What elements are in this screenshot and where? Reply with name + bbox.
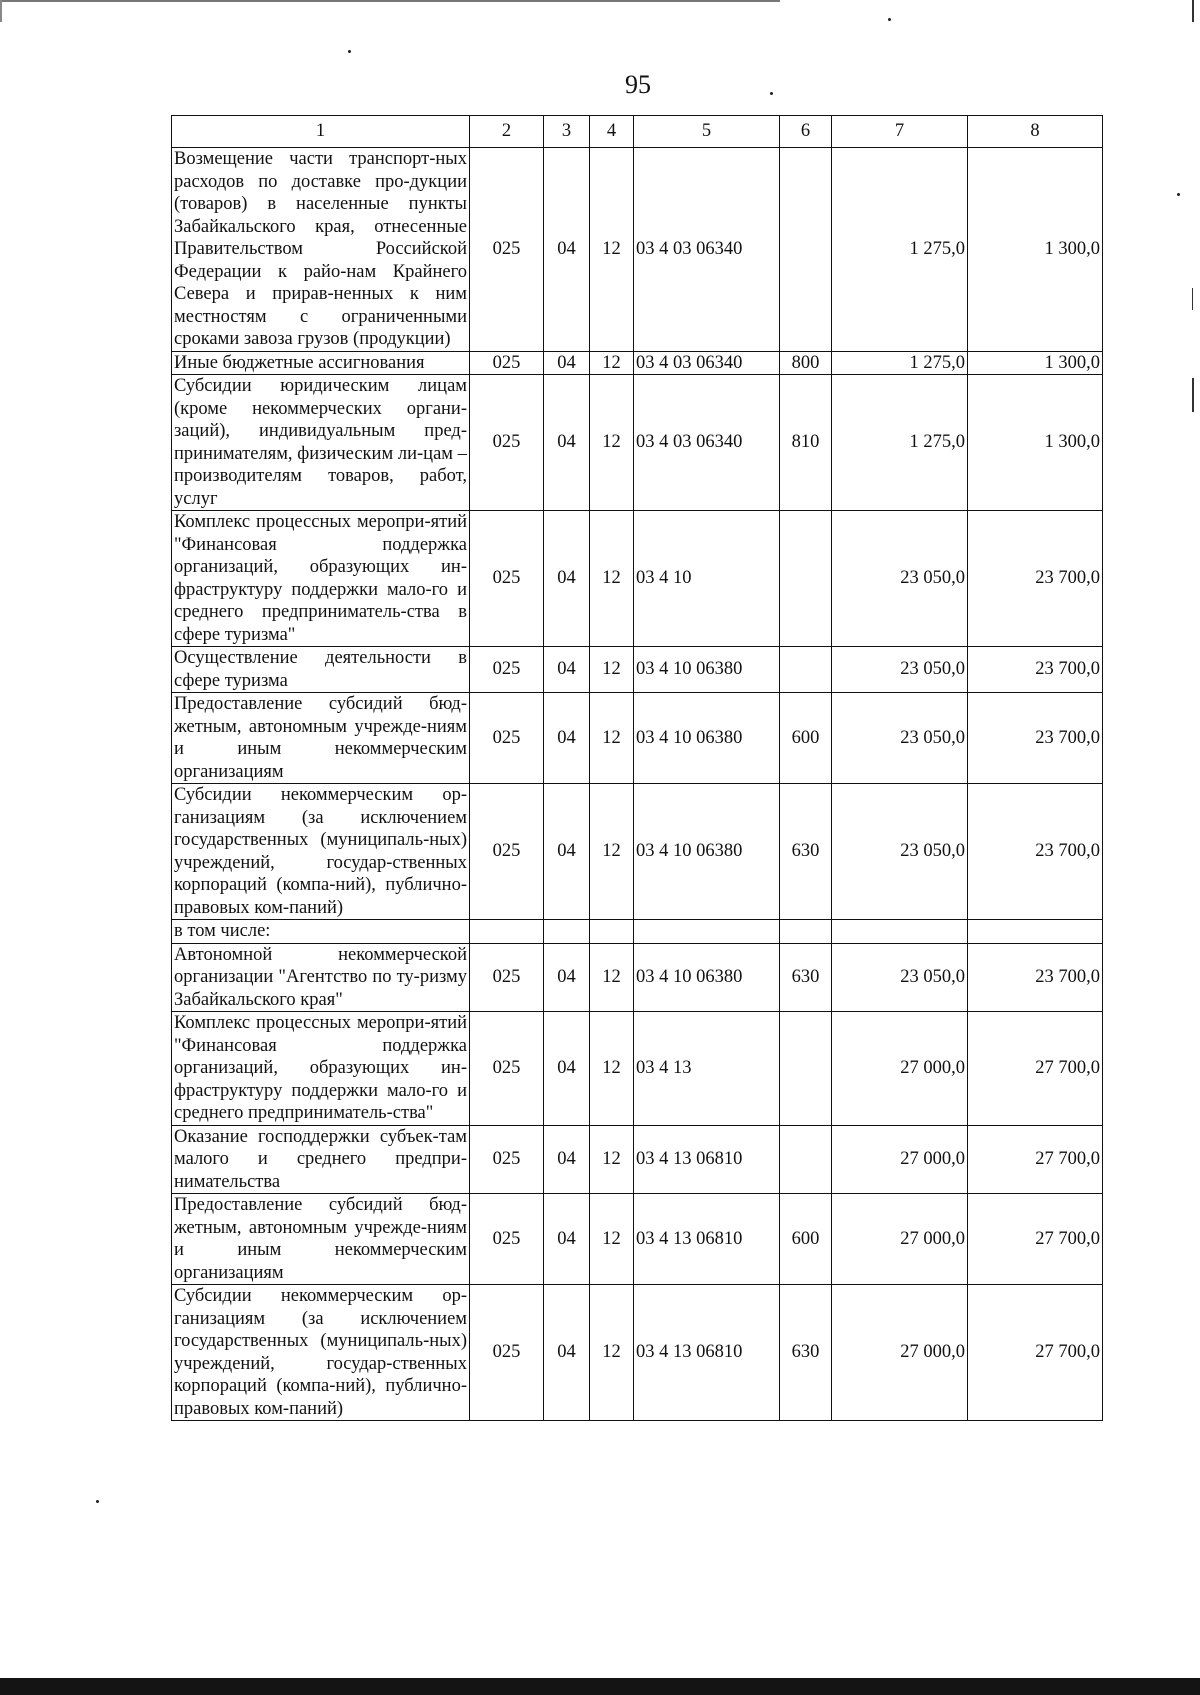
row-section-code: 04 [544, 784, 590, 920]
row-name: Иные бюджетные ассигнования [172, 351, 470, 375]
row-expense-type: 630 [780, 784, 832, 920]
row-subsection-code: 12 [590, 693, 634, 784]
row-name: Субсидии юридическим лицам (кроме некоммерческих органи-заций), индивидуальным пред-принимателям, физическим ли-цам – производителям товаров, работ, услуг [172, 375, 470, 511]
row-target-code: 03 4 13 06810 [634, 1285, 780, 1421]
table-row [172, 1285, 1103, 1421]
scan-speck [1177, 193, 1180, 196]
row-name: Осуществление деятельности в сфере туризма [172, 647, 470, 693]
scan-border-top [0, 0, 780, 2]
row-expense-type [780, 920, 832, 944]
header-col-7: 7 [832, 116, 968, 148]
row-subsection-code [590, 920, 634, 944]
table-row [172, 1012, 1103, 1126]
row-name: Возмещение части транспорт-ных расходов по доставке про-дукции (товаров) в населенные пункты Забайкальского края, отнесенные Правительством Российской Федерации к райо-нам Крайнего Севера и прирав-ненных к ним местностям с ограниченными сроками завоза грузов (продукции) [172, 148, 470, 352]
row-target-code: 03 4 03 06340 [634, 351, 780, 375]
row-target-code: 03 4 13 06810 [634, 1125, 780, 1194]
header-col-8: 8 [968, 116, 1103, 148]
header-col-1: 1 [172, 116, 470, 148]
row-section-code: 04 [544, 1125, 590, 1194]
row-ministry-code: 025 [470, 1012, 544, 1126]
row-amount-col7: 27 000,0 [832, 1125, 968, 1194]
row-subsection-code: 12 [590, 943, 634, 1012]
row-section-code: 04 [544, 351, 590, 375]
row-name: Предоставление субсидий бюд-жетным, автономным учрежде-ниям и иным некоммерческим организациям [172, 1194, 470, 1285]
table-row [172, 375, 1103, 511]
row-amount-col7: 23 050,0 [832, 693, 968, 784]
row-amount-col8: 27 700,0 [968, 1125, 1103, 1194]
row-name: Комплекс процессных меропри-ятий "Финансовая поддержка организаций, образующих ин-фраструктуру поддержки мало-го и среднего предприниматель-ства" [172, 1012, 470, 1126]
row-name: Оказание господдержки субъек-там малого и среднего предпри-нимательства [172, 1125, 470, 1194]
row-ministry-code: 025 [470, 647, 544, 693]
row-amount-col7: 23 050,0 [832, 647, 968, 693]
row-subsection-code: 12 [590, 511, 634, 647]
row-amount-col8: 27 700,0 [968, 1285, 1103, 1421]
row-target-code: 03 4 03 06340 [634, 375, 780, 511]
table-row [172, 943, 1103, 1012]
row-target-code: 03 4 10 [634, 511, 780, 647]
row-section-code [544, 920, 590, 944]
row-expense-type [780, 1125, 832, 1194]
row-target-code: 03 4 03 06340 [634, 148, 780, 352]
row-expense-type: 600 [780, 1194, 832, 1285]
header-col-2: 2 [470, 116, 544, 148]
row-amount-col7: 27 000,0 [832, 1285, 968, 1421]
row-name: Предоставление субсидий бюд-жетным, автономным учрежде-ниям и иным некоммерческим организациям [172, 693, 470, 784]
row-name: Автономной некоммерческой организации "Агентство по ту-ризму Забайкальского края" [172, 943, 470, 1012]
row-amount-col7 [832, 920, 968, 944]
row-target-code: 03 4 10 06380 [634, 693, 780, 784]
row-ministry-code: 025 [470, 375, 544, 511]
scan-edge-mark [1192, 0, 1194, 22]
row-ministry-code [470, 920, 544, 944]
row-amount-col8: 1 300,0 [968, 148, 1103, 352]
row-expense-type [780, 511, 832, 647]
row-amount-col8: 27 700,0 [968, 1194, 1103, 1285]
header-col-3: 3 [544, 116, 590, 148]
row-section-code: 04 [544, 148, 590, 352]
row-ministry-code: 025 [470, 693, 544, 784]
row-amount-col7: 23 050,0 [832, 511, 968, 647]
row-subsection-code: 12 [590, 148, 634, 352]
table-row [172, 920, 1103, 944]
header-row [172, 116, 1103, 148]
row-amount-col7: 27 000,0 [832, 1194, 968, 1285]
row-section-code: 04 [544, 1012, 590, 1126]
row-expense-type: 810 [780, 375, 832, 511]
row-section-code: 04 [544, 1194, 590, 1285]
row-expense-type: 800 [780, 351, 832, 375]
table-body [172, 148, 1103, 1421]
row-amount-col7: 1 275,0 [832, 351, 968, 375]
row-amount-col7: 1 275,0 [832, 148, 968, 352]
header-col-6: 6 [780, 116, 832, 148]
row-section-code: 04 [544, 375, 590, 511]
row-ministry-code: 025 [470, 943, 544, 1012]
scan-edge-mark [1192, 378, 1194, 412]
row-amount-col8: 23 700,0 [968, 647, 1103, 693]
row-section-code: 04 [544, 693, 590, 784]
row-ministry-code: 025 [470, 1285, 544, 1421]
row-subsection-code: 12 [590, 1194, 634, 1285]
row-section-code: 04 [544, 511, 590, 647]
row-target-code: 03 4 10 06380 [634, 784, 780, 920]
row-subsection-code: 12 [590, 784, 634, 920]
row-subsection-code: 12 [590, 1285, 634, 1421]
row-amount-col7: 23 050,0 [832, 784, 968, 920]
row-expense-type: 630 [780, 943, 832, 1012]
scan-speck [888, 18, 891, 21]
scan-speck [348, 50, 351, 53]
page-number: 95 [625, 70, 651, 99]
row-expense-type [780, 148, 832, 352]
row-expense-type: 600 [780, 693, 832, 784]
row-expense-type: 630 [780, 1285, 832, 1421]
table-row [172, 148, 1103, 352]
row-amount-col7: 1 275,0 [832, 375, 968, 511]
row-ministry-code: 025 [470, 511, 544, 647]
table-header [172, 116, 1103, 148]
row-name: Субсидии некоммерческим ор-ганизациям (за исключением государственных (муниципаль-ных) учреждений, государ-ственных корпораций (компа-ний), публично-правовых ком-паний) [172, 1285, 470, 1421]
row-name: Комплекс процессных меропри-ятий "Финансовая поддержка организаций, образующих ин-фраструктуру поддержки мало-го и среднего предприниматель-ства в сфере туризма" [172, 511, 470, 647]
row-ministry-code: 025 [470, 351, 544, 375]
row-expense-type [780, 647, 832, 693]
row-amount-col8: 27 700,0 [968, 1012, 1103, 1126]
row-amount-col8 [968, 920, 1103, 944]
table-row [172, 511, 1103, 647]
row-amount-col8: 1 300,0 [968, 351, 1103, 375]
row-target-code: 03 4 10 06380 [634, 943, 780, 1012]
row-name: Субсидии некоммерческим ор-ганизациям (за исключением государственных (муниципаль-ных) учреждений, государ-ственных корпораций (компа-ний), публично-правовых ком-паний) [172, 784, 470, 920]
row-amount-col8: 1 300,0 [968, 375, 1103, 511]
row-target-code [634, 920, 780, 944]
row-amount-col8: 23 700,0 [968, 784, 1103, 920]
row-expense-type [780, 1012, 832, 1126]
table-row [172, 351, 1103, 375]
row-subsection-code: 12 [590, 647, 634, 693]
scan-border-left [0, 0, 2, 22]
row-subsection-code: 12 [590, 375, 634, 511]
header-col-4: 4 [590, 116, 634, 148]
row-amount-col8: 23 700,0 [968, 693, 1103, 784]
row-name: в том числе: [172, 920, 470, 944]
row-ministry-code: 025 [470, 148, 544, 352]
row-subsection-code: 12 [590, 1125, 634, 1194]
row-ministry-code: 025 [470, 1125, 544, 1194]
row-section-code: 04 [544, 647, 590, 693]
scan-speck [96, 1500, 99, 1503]
table-row [172, 784, 1103, 920]
row-amount-col7: 23 050,0 [832, 943, 968, 1012]
budget-table [171, 115, 1103, 1421]
table-row [172, 1194, 1103, 1285]
scan-border-bottom [0, 1678, 1200, 1695]
row-section-code: 04 [544, 943, 590, 1012]
row-target-code: 03 4 10 06380 [634, 647, 780, 693]
row-target-code: 03 4 13 [634, 1012, 780, 1126]
scan-speck [770, 92, 773, 95]
row-section-code: 04 [544, 1285, 590, 1421]
table-row [172, 693, 1103, 784]
scan-edge-mark [1192, 288, 1193, 310]
row-amount-col8: 23 700,0 [968, 943, 1103, 1012]
row-subsection-code: 12 [590, 351, 634, 375]
row-amount-col7: 27 000,0 [832, 1012, 968, 1126]
row-amount-col8: 23 700,0 [968, 511, 1103, 647]
table-row [172, 1125, 1103, 1194]
row-ministry-code: 025 [470, 784, 544, 920]
row-target-code: 03 4 13 06810 [634, 1194, 780, 1285]
row-subsection-code: 12 [590, 1012, 634, 1126]
header-col-5: 5 [634, 116, 780, 148]
row-ministry-code: 025 [470, 1194, 544, 1285]
table-row [172, 647, 1103, 693]
